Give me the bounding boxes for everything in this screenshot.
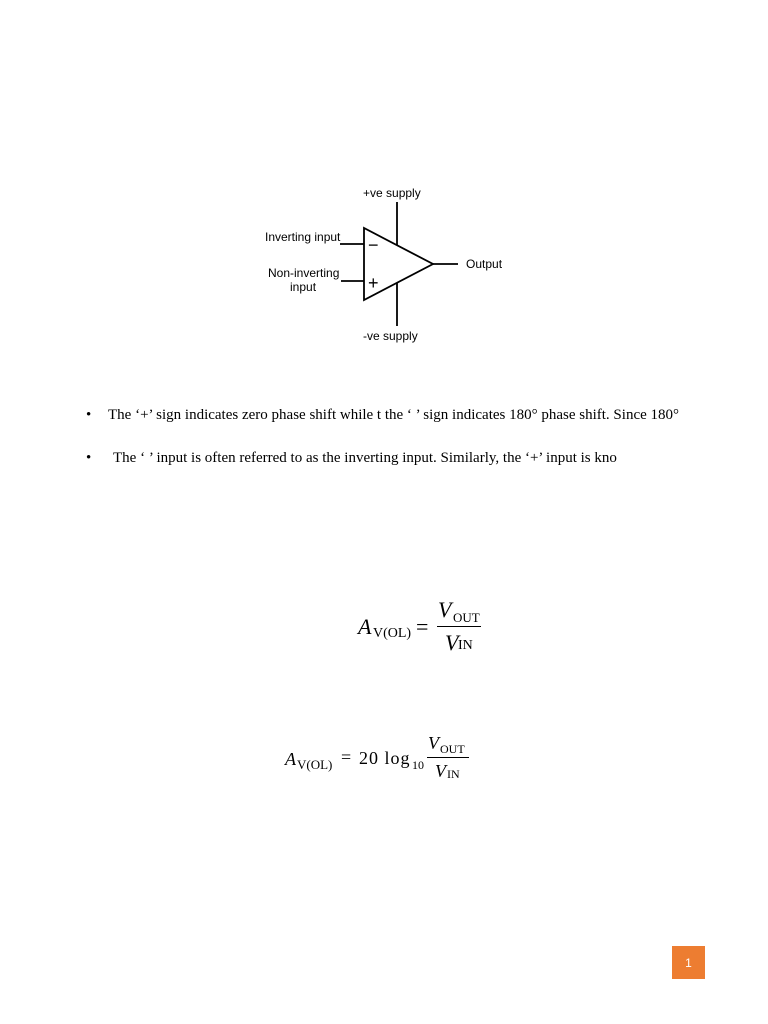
output-label: Output bbox=[466, 257, 503, 271]
non-inverting-input-label-line1: Non-inverting bbox=[268, 266, 340, 280]
pos-supply-label: +ve supply bbox=[363, 186, 421, 200]
log-base: 10 bbox=[412, 758, 424, 772]
page-number: 1 bbox=[685, 955, 692, 970]
open-loop-gain-formula bbox=[358, 598, 488, 658]
bullet-text: The ‘ ’ input is often referred to as the inverting input. Similarly, the ‘+’ input is kno bbox=[113, 450, 617, 466]
plus-sign: + bbox=[368, 273, 379, 293]
lhs-symbol: A bbox=[285, 749, 296, 769]
op-amp-diagram bbox=[255, 180, 515, 350]
op-amp-symbol bbox=[340, 202, 458, 326]
numerator-subscript: OUT bbox=[440, 742, 465, 756]
neg-supply-label: -ve supply bbox=[363, 329, 418, 343]
bullet-text: The ‘+’ sign indicates zero phase shift while t the ‘ ’ sign indicates 180° phase shift. Since 180° bbox=[108, 407, 680, 423]
denominator-symbol: V bbox=[445, 630, 459, 655]
denominator-subscript: IN bbox=[447, 767, 460, 781]
fraction-bar bbox=[437, 626, 481, 627]
equals-sign: = bbox=[341, 747, 352, 767]
minus-sign: − bbox=[368, 235, 379, 255]
coefficient-log: 20 log bbox=[359, 748, 411, 768]
page-number-badge bbox=[672, 946, 705, 979]
lhs-subscript: V(OL) bbox=[297, 757, 333, 772]
numerator-symbol: V bbox=[428, 733, 439, 753]
bullet-marker: • bbox=[86, 450, 92, 466]
equals-sign: = bbox=[416, 614, 429, 639]
open-loop-gain-db-formula bbox=[285, 733, 485, 788]
lhs-symbol: A bbox=[358, 614, 372, 639]
inverting-input-label: Inverting input bbox=[265, 230, 341, 244]
fraction-bar bbox=[427, 757, 469, 758]
lhs-subscript: V(OL) bbox=[373, 626, 412, 641]
denominator-symbol: V bbox=[435, 761, 446, 781]
numerator-subscript: OUT bbox=[453, 610, 480, 625]
denominator-subscript: IN bbox=[458, 638, 473, 653]
numerator-symbol: V bbox=[438, 597, 452, 622]
non-inverting-input-label-line2: input bbox=[290, 280, 317, 294]
bullet-marker: • bbox=[86, 407, 92, 423]
